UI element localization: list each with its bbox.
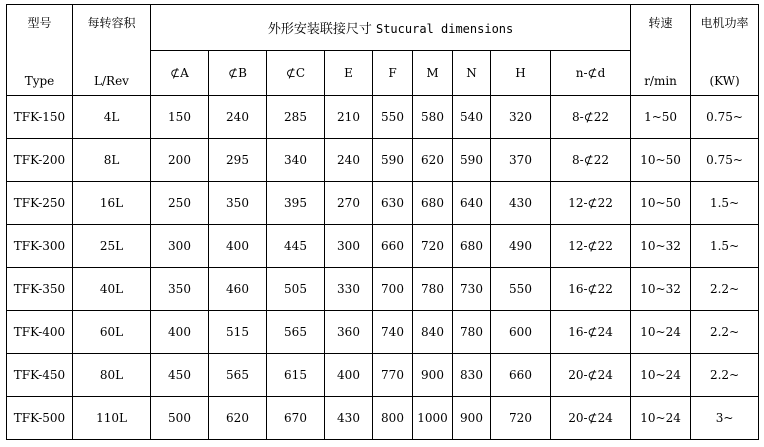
cell-speed: 10~50 <box>631 182 691 225</box>
cell-b: 240 <box>209 96 267 139</box>
cell-volume: 16L <box>73 182 151 225</box>
cell-type: TFK-150 <box>7 96 73 139</box>
cell-m: 620 <box>413 139 453 182</box>
cell-nd: 16-⊄24 <box>551 311 631 354</box>
model-header-cn: 型号 <box>27 16 52 30</box>
cell-power: 3~ <box>691 397 759 440</box>
cell-m: 580 <box>413 96 453 139</box>
dim-col-header: F <box>373 51 413 96</box>
cell-n: 730 <box>453 268 491 311</box>
cell-speed: 10~32 <box>631 225 691 268</box>
cell-volume: 80L <box>73 354 151 397</box>
cell-c: 340 <box>267 139 325 182</box>
dimensions-header-en: Stucural dimensions <box>375 22 514 36</box>
table-row <box>7 268 759 311</box>
dimensions-header-cn: 外形安装联接尺寸 <box>267 22 372 37</box>
model-header-en: Type <box>24 74 55 88</box>
cell-b: 350 <box>209 182 267 225</box>
cell-f: 800 <box>373 397 413 440</box>
cell-speed: 10~50 <box>631 139 691 182</box>
cell-b: 515 <box>209 311 267 354</box>
cell-speed: 10~24 <box>631 397 691 440</box>
cell-n: 640 <box>453 182 491 225</box>
cell-type: TFK-200 <box>7 139 73 182</box>
cell-nd: 20-⊄24 <box>551 397 631 440</box>
cell-h: 660 <box>491 354 551 397</box>
cell-c: 445 <box>267 225 325 268</box>
table-row <box>7 139 759 182</box>
dim-col-header: H <box>491 51 551 96</box>
cell-power: 0.75~ <box>691 96 759 139</box>
table-row <box>7 397 759 440</box>
dim-col-header: N <box>453 51 491 96</box>
cell-power: 1.5~ <box>691 225 759 268</box>
cell-e: 300 <box>325 225 373 268</box>
cell-f: 550 <box>373 96 413 139</box>
cell-b: 400 <box>209 225 267 268</box>
cell-volume: 110L <box>73 397 151 440</box>
model-header <box>7 5 73 96</box>
cell-nd: 12-⊄22 <box>551 182 631 225</box>
cell-n: 780 <box>453 311 491 354</box>
cell-c: 615 <box>267 354 325 397</box>
dim-col-header: ⊄B <box>209 51 267 96</box>
cell-h: 550 <box>491 268 551 311</box>
cell-volume: 60L <box>73 311 151 354</box>
cell-a: 300 <box>151 225 209 268</box>
cell-type: TFK-400 <box>7 311 73 354</box>
cell-n: 900 <box>453 397 491 440</box>
cell-nd: 20-⊄24 <box>551 354 631 397</box>
cell-type: TFK-450 <box>7 354 73 397</box>
table-row <box>7 182 759 225</box>
cell-b: 565 <box>209 354 267 397</box>
cell-f: 740 <box>373 311 413 354</box>
cell-n: 680 <box>453 225 491 268</box>
cell-m: 840 <box>413 311 453 354</box>
cell-m: 680 <box>413 182 453 225</box>
cell-power: 2.2~ <box>691 354 759 397</box>
cell-e: 330 <box>325 268 373 311</box>
cell-h: 320 <box>491 96 551 139</box>
speed-header <box>631 5 691 96</box>
cell-e: 360 <box>325 311 373 354</box>
cell-m: 720 <box>413 225 453 268</box>
dim-col-header: ⊄A <box>151 51 209 96</box>
volume-header <box>73 5 151 96</box>
cell-speed: 10~24 <box>631 354 691 397</box>
cell-e: 270 <box>325 182 373 225</box>
cell-volume: 25L <box>73 225 151 268</box>
cell-m: 780 <box>413 268 453 311</box>
dim-col-header: n-⊄d <box>551 51 631 96</box>
cell-a: 150 <box>151 96 209 139</box>
cell-c: 395 <box>267 182 325 225</box>
cell-volume: 40L <box>73 268 151 311</box>
cell-a: 200 <box>151 139 209 182</box>
cell-power: 2.2~ <box>691 268 759 311</box>
cell-a: 250 <box>151 182 209 225</box>
volume-header-cn: 每转容积 <box>87 16 136 30</box>
cell-b: 460 <box>209 268 267 311</box>
cell-power: 0.75~ <box>691 139 759 182</box>
table-row <box>7 311 759 354</box>
cell-a: 450 <box>151 354 209 397</box>
cell-h: 370 <box>491 139 551 182</box>
cell-speed: 1~50 <box>631 96 691 139</box>
cell-e: 400 <box>325 354 373 397</box>
cell-volume: 4L <box>73 96 151 139</box>
cell-e: 210 <box>325 96 373 139</box>
cell-nd: 12-⊄22 <box>551 225 631 268</box>
cell-e: 430 <box>325 397 373 440</box>
cell-f: 700 <box>373 268 413 311</box>
cell-c: 505 <box>267 268 325 311</box>
power-header-en: (KW) <box>709 74 740 88</box>
cell-c: 565 <box>267 311 325 354</box>
volume-header-en: L/Rev <box>94 74 129 88</box>
power-header <box>691 5 759 96</box>
cell-type: TFK-350 <box>7 268 73 311</box>
table-row <box>7 96 759 139</box>
cell-speed: 10~24 <box>631 311 691 354</box>
cell-h: 720 <box>491 397 551 440</box>
cell-nd: 8-⊄22 <box>551 139 631 182</box>
cell-e: 240 <box>325 139 373 182</box>
cell-b: 295 <box>209 139 267 182</box>
cell-f: 630 <box>373 182 413 225</box>
cell-power: 2.2~ <box>691 311 759 354</box>
cell-nd: 16-⊄22 <box>551 268 631 311</box>
cell-m: 900 <box>413 354 453 397</box>
header-row <box>7 5 759 51</box>
cell-f: 590 <box>373 139 413 182</box>
cell-volume: 8L <box>73 139 151 182</box>
cell-n: 590 <box>453 139 491 182</box>
cell-power: 1.5~ <box>691 182 759 225</box>
table-row <box>7 354 759 397</box>
cell-n: 830 <box>453 354 491 397</box>
power-header-cn: 电机功率 <box>700 16 749 30</box>
cell-h: 490 <box>491 225 551 268</box>
cell-a: 400 <box>151 311 209 354</box>
cell-f: 770 <box>373 354 413 397</box>
dimensions-header <box>151 5 631 51</box>
cell-h: 600 <box>491 311 551 354</box>
dim-col-header: M <box>413 51 453 96</box>
speed-header-en: r/min <box>644 74 677 88</box>
dim-col-header: E <box>325 51 373 96</box>
cell-speed: 10~32 <box>631 268 691 311</box>
cell-c: 285 <box>267 96 325 139</box>
specification-table <box>6 4 759 440</box>
cell-b: 620 <box>209 397 267 440</box>
cell-type: TFK-500 <box>7 397 73 440</box>
dim-col-header: ⊄C <box>267 51 325 96</box>
cell-c: 670 <box>267 397 325 440</box>
cell-n: 540 <box>453 96 491 139</box>
speed-header-cn: 转速 <box>648 16 673 30</box>
cell-a: 500 <box>151 397 209 440</box>
cell-type: TFK-250 <box>7 182 73 225</box>
cell-f: 660 <box>373 225 413 268</box>
cell-type: TFK-300 <box>7 225 73 268</box>
cell-nd: 8-⊄22 <box>551 96 631 139</box>
cell-m: 1000 <box>413 397 453 440</box>
cell-h: 430 <box>491 182 551 225</box>
cell-a: 350 <box>151 268 209 311</box>
table-row <box>7 225 759 268</box>
